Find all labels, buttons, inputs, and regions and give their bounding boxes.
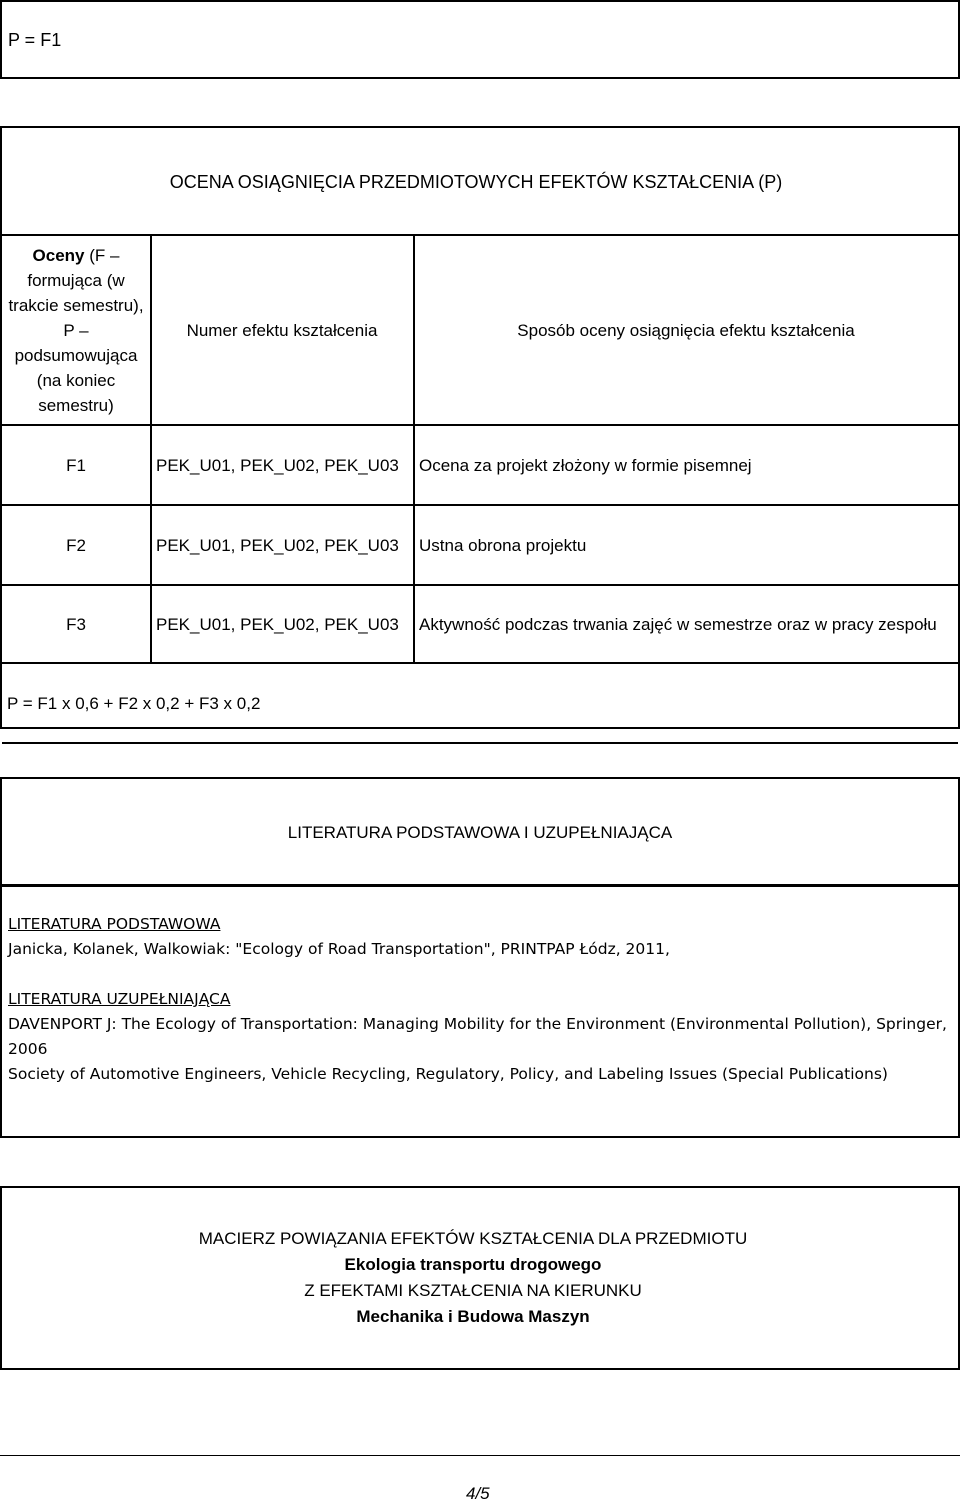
table-row — [2, 505, 958, 585]
formula-summary-box — [0, 0, 960, 79]
header-method: Sposób oceny osiągnięcia efektu kształcenia — [414, 235, 958, 425]
assessment-section — [0, 126, 960, 729]
supplementary-literature-item: DAVENPORT J: The Ecology of Transportation: Managing Mobility for the Environment (Environmental Pollution), Springer, 2006 — [8, 1015, 947, 1058]
field-of-study: Mechanika i Budowa Maszyn — [356, 1307, 590, 1326]
method-cell: Ocena za projekt złożony w formie pisemnej — [414, 425, 958, 505]
basic-literature-item: Janicka, Kolanek, Walkowiak: "Ecology of Road Transportation", PRINTPAP Łódz, 2011, — [8, 940, 670, 958]
table-row — [2, 585, 958, 663]
effects-cell: PEK_U01, PEK_U02, PEK_U03 — [151, 585, 414, 663]
matrix-subtitle: Z EFEKTAMI KSZTAŁCENIA NA KIERUNKU — [304, 1281, 642, 1300]
page-number: 4/5 — [466, 1484, 490, 1503]
basic-literature-heading: LITERATURA PODSTAWOWA — [8, 915, 221, 933]
course-name: Ekologia transportu drogowego — [344, 1255, 602, 1274]
grade-cell: F1 — [2, 425, 151, 505]
method-cell: Aktywność podczas trwania zajęć w semestrze oraz w pracy zespołu — [414, 585, 958, 663]
matrix-heading-box — [0, 1186, 960, 1370]
assessment-title: OCENA OSIĄGNIĘCIA PRZEDMIOTOWYCH EFEKTÓW KSZTAŁCENIA (P) — [169, 172, 783, 192]
table-header-row — [2, 235, 958, 425]
effects-cell: PEK_U01, PEK_U02, PEK_U03 — [151, 505, 414, 585]
footer-divider — [0, 1455, 960, 1456]
assessment-table — [2, 234, 958, 744]
formula-summary-text: P = F1 — [8, 30, 62, 50]
formula-row — [2, 663, 958, 743]
literature-title: LITERATURA PODSTAWOWA I UZUPEŁNIAJĄCA — [287, 823, 673, 842]
supplementary-literature-item: Society of Automotive Engineers, Vehicle Recycling, Regulatory, Policy, and Labeling Issues (Special Publications) — [8, 1065, 888, 1083]
method-cell: Ustna obrona projektu — [414, 505, 958, 585]
table-row — [2, 425, 958, 505]
effects-cell: PEK_U01, PEK_U02, PEK_U03 — [151, 425, 414, 505]
grade-cell: F3 — [2, 585, 151, 663]
matrix-title: MACIERZ POWIĄZANIA EFEKTÓW KSZTAŁCENIA DLA PRZEDMIOTU — [198, 1229, 748, 1248]
supplementary-literature-heading: LITERATURA UZUPEŁNIAJĄCA — [8, 990, 231, 1008]
header-effect-number: Numer efektu kształcenia — [151, 235, 414, 425]
grade-cell: F2 — [2, 505, 151, 585]
final-grade-formula: P = F1 x 0,6 + F2 x 0,2 + F3 x 0,2 — [2, 663, 958, 743]
literature-title-box — [0, 777, 960, 887]
header-grades: Oceny (F – formująca (w trakcie semestru), P – podsumowująca (na koniec semestru) — [2, 235, 151, 425]
literature-list-box — [0, 884, 960, 1138]
